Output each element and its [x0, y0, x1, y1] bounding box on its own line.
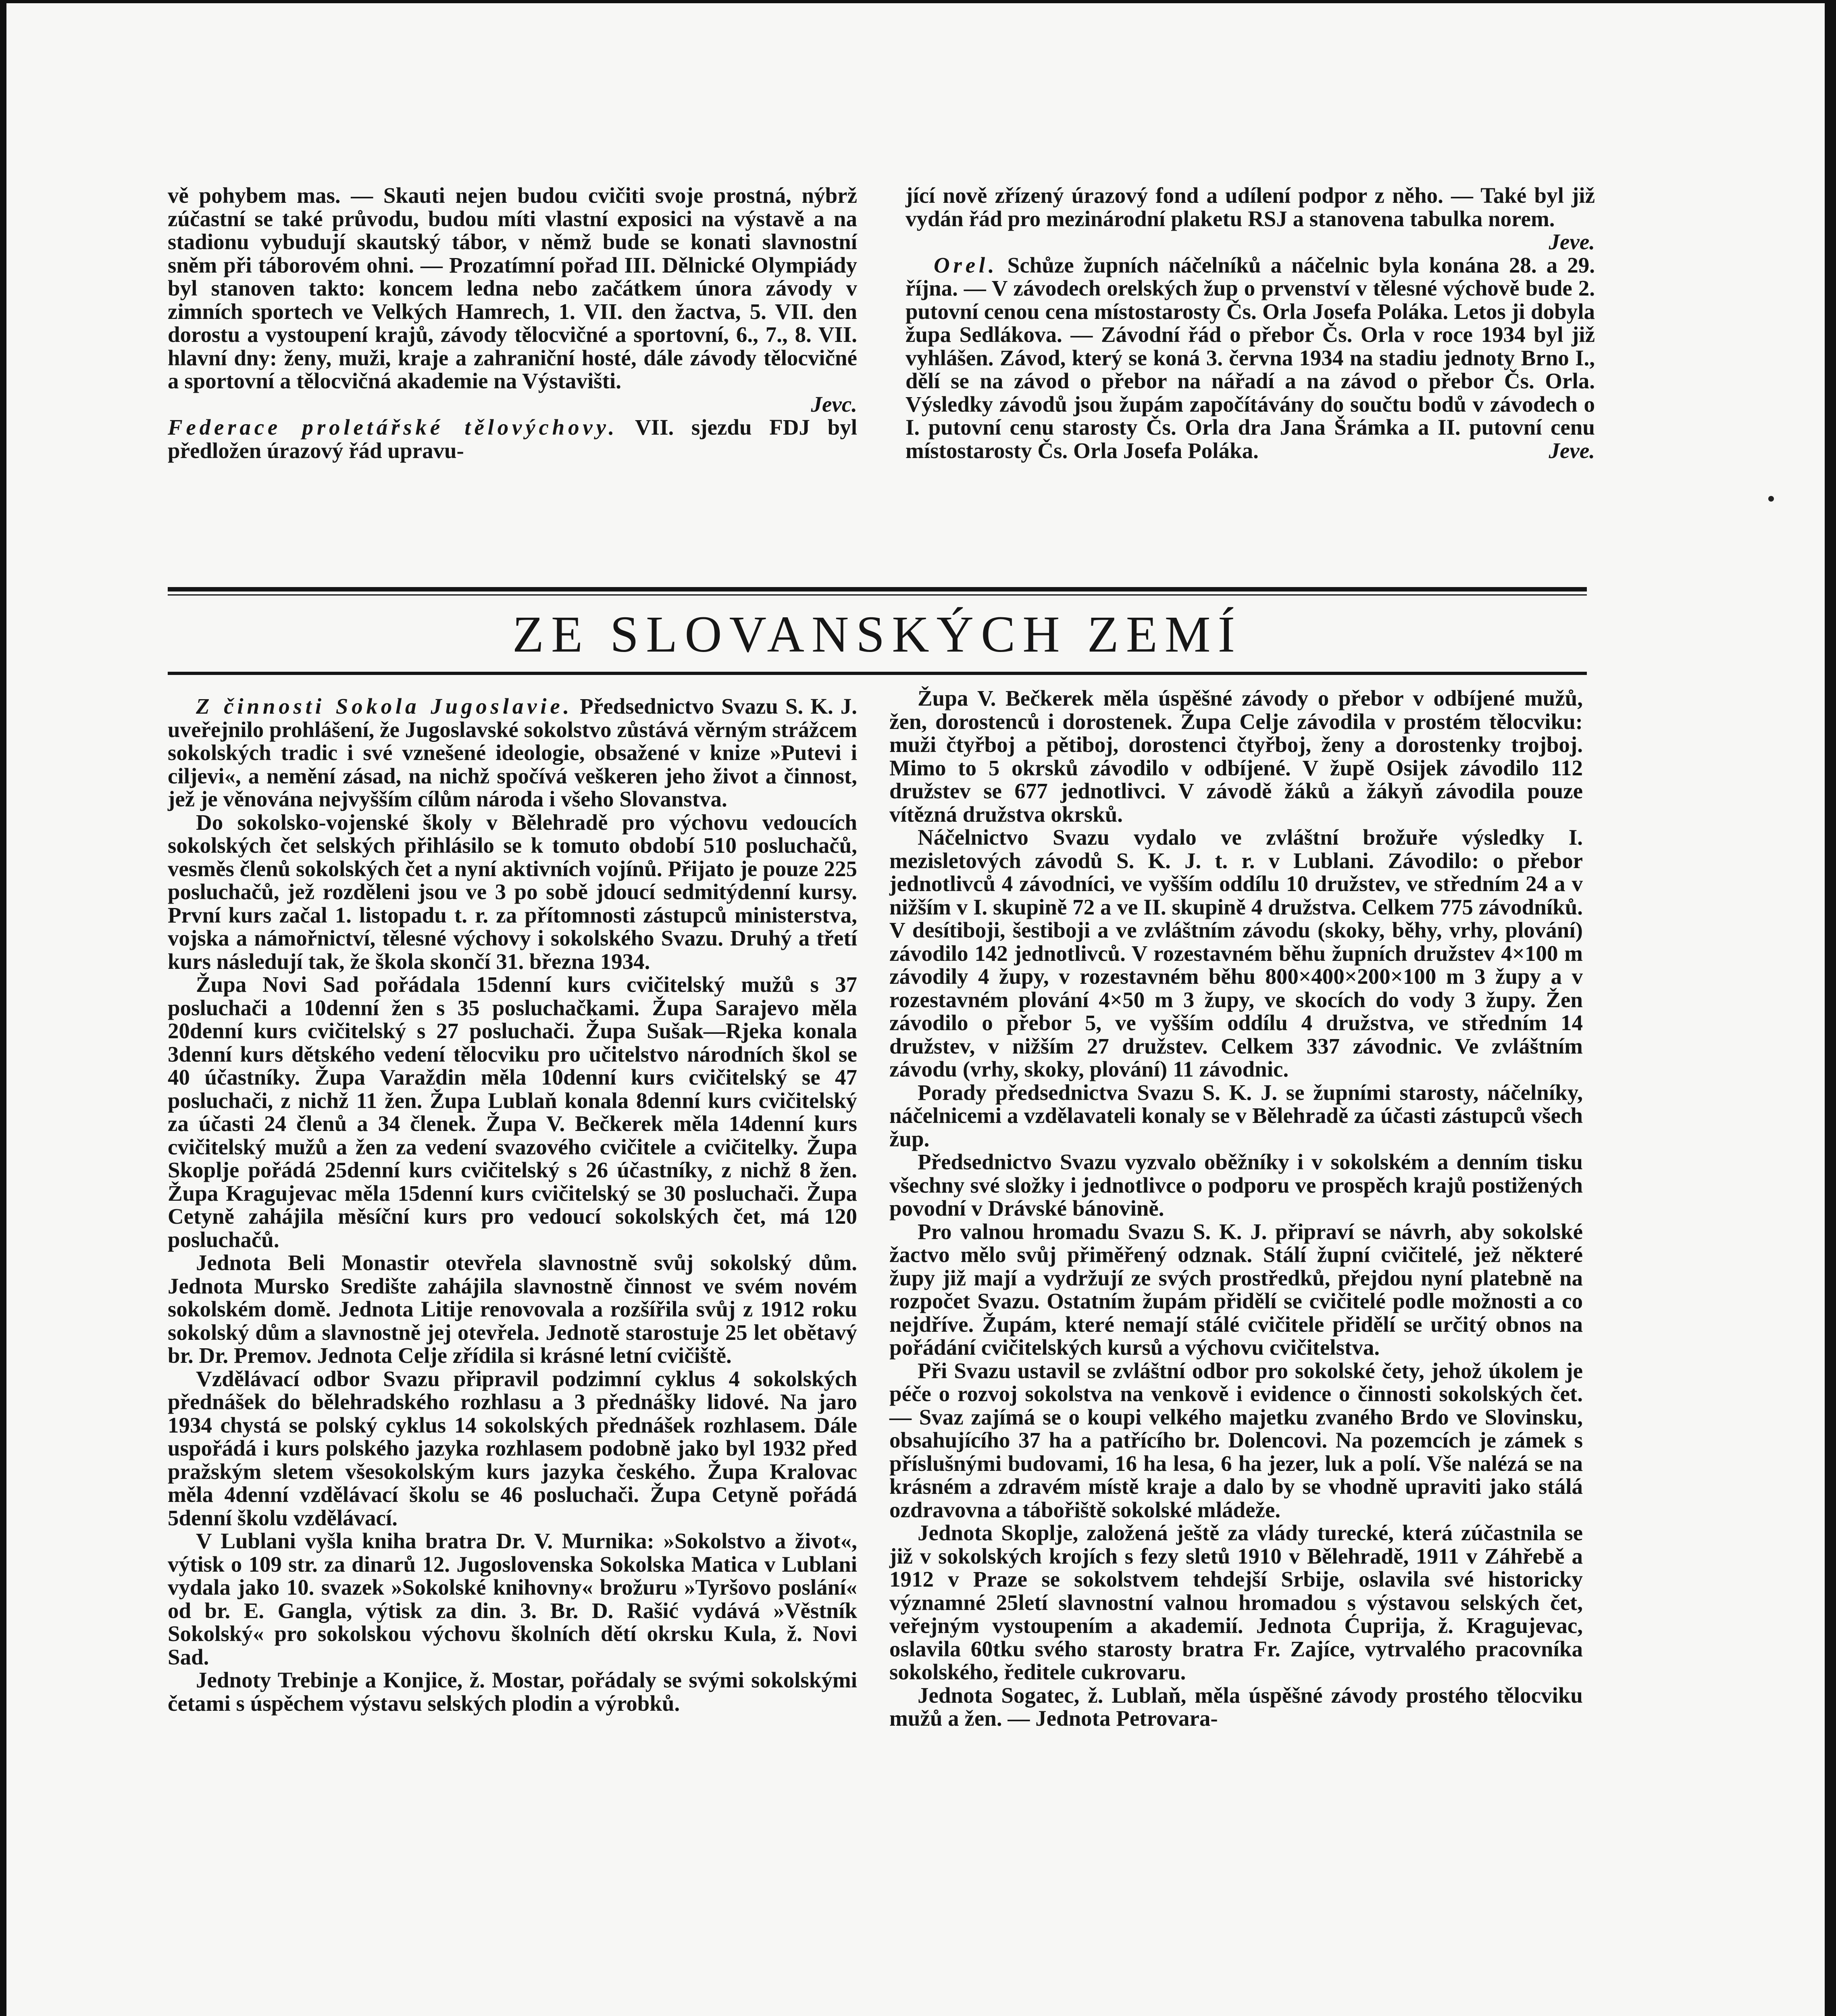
section-head: Federace proletářské tělovýchovy.	[168, 415, 618, 439]
section-head: Orel.	[934, 252, 998, 277]
paragraph	[168, 695, 857, 811]
signature: Jeve.	[1549, 438, 1595, 463]
paragraph: Do sokolsko-vojenské školy v Bělehradě pro výchovu vedoucích sokolských čet selských přihlásilo se k tomuto období 510 posluchačů, vesměs členů sokolských čet a nyní aktivních vojínů. Přijato je pouze 225 posluchačů, jež rozděleni jsou ve 3 po sobě jdoucí sedmitýdenní kursy. První kurs začal 1. listopadu t. r. za přítomnosti zástupců ministerstva, vojska a námořnictví, tělesné výchovy i sokolského Svazu. Druhý a třetí kurs následují tak, že škola skončí 31. března 1934.	[168, 810, 857, 974]
top-left-column	[168, 184, 857, 539]
section-text: Předsednictvo Svazu S. K. J. uveřejnilo prohlášení, že Jugoslavské sokolstvo zůstává věrným strážcem sokolských tradic i své vznešené ideologie, obsažené v knize »Putevi i ciljevi«, a nemění zásad, na nichž spočívá veškeren jeho život a činnost, jež je věnována nejvyšším cílům národa i všeho Slovanstva.	[168, 694, 858, 811]
paragraph: Jednota Beli Monastir otevřela slavnostně svůj sokolský dům. Jednota Mursko Središte zahájila slavnostně činnost ve svém novém sokolském domě. Jednota Litije renovovala a rozšířila svůj z 1912 roku sokolský dům a slavnostně jej otevřela. Jednotě starostuje 25 let obětavý br. Dr. Premov. Jednota Celje zřídila si krásné letní cvičiště.	[168, 1250, 857, 1368]
paragraph: Při Svazu ustavil se zvláštní odbor pro sokolské čety, jehož úkolem je péče o rozvoj sokolstva na venkově i evidence o činnosti sokolských čet. — Svaz zajímá se o koupi velkého majetku zvaného Brdo ve Slovinsku, obsahujícího 37 ha a patřícího br. Dolencovi. Na pozemcích je zámek s příslušnými budovami, 16 ha lesa, 6 ha jezer, luk a polí. Vše nalézá se na krásném a zdravém místě kraje a dalo by se vhodně upraviti jako stálá ozdravovna a tábořiště sokolské mládeže.	[889, 1358, 1583, 1522]
paragraph: Župa Novi Sad pořádala 15denní kurs cvičitelský mužů s 37 posluchači a 10denní žen s 35 posluchačkami. Župa Sarajevo měla 20denní kurs cvičitelský s 27 posluchači. Župa Sušak—Rjeka konala 3denní kurs dětského vedení tělocviku pro učitelstvo národních škol se 40 účastníky. Župa Varaždin měla 10denní kurs cvičitelský se 47 posluchači, z nichž 11 žen. Župa Lublaň konala 8denní kurs cvičitelský za účasti 24 členů a 34 členek. Župa V. Bečkerek měla 14denní kurs cvičitelský mužů a žen za vedení svazového cvičitele a cvičitelky. Župa Skoplje pořádá 25denní kurs cvičitelský s 26 účastníky, z nichž 8 žen. Župa Kragujevac měla 15denní kurs cvičitelský se 30 posluchači. Župa Cetyně zahájila měsíční kurs pro vedoucí sokolských čet, má 120 posluchačů.	[168, 972, 857, 1252]
paragraph: Pro valnou hromadu Svazu S. K. J. připraví se návrh, aby sokolské žactvo mělo svůj přiměřený odznak. Stálí župní cvičitelé, jež některé župy již mají a vydržují ze svých prostředků, přejdou nyní platebně na rozpočet Svazu. Ostatním župám přidělí se cvičitelé podle možnosti a co nejdříve. Župám, které nemají stálé cvičitele přidělí se určitý obnos na pořádání cvičitelských kursů a výchovu cvičitelstva.	[889, 1219, 1583, 1360]
paragraph: Jednota Sogatec, ž. Lublaň, měla úspěšné závody prostého tělocviku mužů a žen. — Jednota Petrovara-	[889, 1683, 1583, 1731]
heading-rule-top	[168, 587, 1587, 591]
signature: Jeve.	[1549, 229, 1595, 254]
section-text: Schůze župních náčelníků a náčelnic byla konána 28. a 29. října. — V závodech orelských žup o prvenství v tělesné výchově bude 2. putovní cenou cena místostarosty Čs. Orla Josefa Poláka. Letos ji dobyla župa Sedlákova. — Závodní řád o přebor Čs. Orla v roce 1934 byl již vyhlášen. Závod, který se koná 3. června 1934 na stadiu jednoty Brno I., dělí se na závod o přebor na nářadí a na závod o přebor Čs. Orla. Výsledky závodů jsou župám započítávány do součtu bodů v závodech o I. putovní cenu starosty Čs. Orla dra Jana Šrámka a II. putovní cenu místostarosty Čs. Orla Josefa Poláka.	[906, 252, 1595, 463]
bottom-right-column	[889, 687, 1583, 1730]
bottom-left-column	[168, 695, 857, 1715]
paragraph: Jednoty Trebinje a Konjice, ž. Mostar, pořádaly se svými sokolskými četami s úspěchem výstavu selských plodin a výrobků.	[168, 1668, 857, 1716]
paragraph: V Lublani vyšla kniha bratra Dr. V. Murnika: »Sokolstvo a život«, výtisk o 109 str. za dinarů 12. Jugoslovenska Sokolska Matica v Lublani vydala jako 10. svazek »Sokolské knihovny« brožuru »Tyršovo poslání« od br. E. Gangla, výtisk za din. 3. Br. D. Rašić vydává »Věstník Sokolský« pro sokolskou výchovu školních dětí okrsku Kula, ž. Novi Sad.	[168, 1529, 857, 1669]
paragraph: Jednota Skoplje, založená ještě za vlády turecké, která zúčastnila se již v sokolských krojích s fezy sletů 1910 v Bělehradě, 1911 v Záhřebě a 1912 v Praze se sokolstvem tehdejší Srbije, oslavila své historicky významné 25letí slavnostní valnou hromadou s výstavou selských čet, veřejným vystoupením a akademií. Jednota Ćuprija, ž. Kragujevac, oslavila 60tku svého starosty bratra Fr. Zajíce, vytrvalého pracovníka sokolského, ředitele cukrovaru.	[889, 1520, 1583, 1684]
section-heading: ZE SLOVANSKÝCH ZEMÍ	[512, 606, 1243, 663]
paragraph	[906, 254, 1595, 462]
paragraph-text: jící nově zřízený úrazový fond a udílení podpor z něho. — Také byl již vydán řád pro mezinárodní plaketu RSJ a stanovena tabulka norem.	[906, 183, 1595, 231]
top-right-column	[906, 184, 1595, 539]
section-head: Z činnosti Sokola Jugoslavie.	[196, 694, 573, 719]
page	[6, 3, 1825, 2016]
heading-rule-bottom	[168, 672, 1587, 675]
speck-mark	[1768, 496, 1774, 502]
paragraph: Župa V. Bečkerek měla úspěšné závody o přebor v odbíjené mužů, žen, dorostenců i dorostenek. Župa Celje závodila v prostém tělocviku: muži čtyřboj a pětiboj, dorostenci čtyřboj, ženy a dorostenky trojboj. Mimo to 5 okrsků závodilo v odbíjené. V župě Osijek závodilo 112 družstev se 677 jednotlivci. V závodě žáků a žákyň závodila pouze vítězná družstva okrsků.	[889, 686, 1583, 827]
paragraph: vě pohybem mas. — Skauti nejen budou cvičiti svoje prostná, nýbrž zúčastní se také průvodu, budou míti vlastní exposici na výstavě a na stadionu vybudují skautský tábor, v němž bude se konati slavnostní sněm při táborovém ohni. — Prozatímní pořad III. Dělnické Olympiády byl stanoven takto: koncem ledna nebo začátkem února závody v zimních sportech ve Velkých Hamrech, 1. VII. den žactva, 5. VII. den dorostu a vystoupení krajů, závody tělocvičné a sportovní, 6., 7., 8. VII. hlavní dny: ženy, muži, kraje a zahraniční hosté, dále závody tělocvičné a sportovní a tělocvičná akademie na Výstavišti.	[168, 183, 857, 393]
paragraph: Porady předsednictva Svazu S. K. J. se župními starosty, náčelníky, náčelnicemi a vzdělavateli konaly se v Bělehradě za účasti zástupců všech žup.	[889, 1080, 1583, 1151]
paragraph: Náčelnictvo Svazu vydalo ve zvláštní brožuře výsledky I. mezisletových závodů S. K. J. t. r. v Lublani. Závodilo: o přebor jednotlivců 4 závodníci, ve vyšším oddílu 10 družstev, ve středním 24 a v nižším v I. skupině 72 a ve II. skupině 4 družstva. Celkem 775 závodníků. V desítiboji, šestiboji a ve zvláštním závodu (skoky, běhy, vrhy, plování) závodilo 142 jednotlivců. V rozestavném běhu župních družstev 4×100 m závodily 4 župy, v rozestavném běhu 800×400×200×100 m 3 župy a v rozestavném plování 4×50 m 3 župy, ve skocích do vody 3 župy. Žen závodilo o přebor 5, ve vyšším oddílu 4 družstva, ve středním 14 družstev, v nižším 27 družstev. Celkem 337 závodnic. Ve zvláštním závodu (vrhy, skoky, plování) 11 závodnic.	[889, 825, 1583, 1081]
heading-rule-top-thin	[168, 594, 1587, 596]
signature: Jevc.	[811, 392, 857, 417]
paragraph	[168, 416, 857, 462]
paragraph: Vzdělávací odbor Svazu připravil podzimní cyklus 4 sokolských přednášek do bělehradského rozhlasu a 3 přednášky lidové. Na jaro 1934 chystá se polský cyklus 14 sokolských přednášek rozhlasem. Dále uspořádá i kurs polského jazyka rozhlasem podobně jako byl 1932 před pražským sletem všesokolským kurs jazyka českého. Župa Kralovac měla 4denní vzdělávací školu se 46 posluchači. Župa Cetyně pořádá 5denní školu vzdělávací.	[168, 1366, 857, 1530]
section-text: VII. sjezdu FDJ byl předložen úrazový řád upravu-	[168, 415, 858, 463]
paragraph	[906, 183, 1595, 254]
paragraph: Předsednictvo Svazu vyzvalo oběžníky i v sokolském a denním tisku všechny své složky i jednotlivce o podporu ve prospěch krajů postižených povodní v Drávské bánovině.	[889, 1150, 1583, 1220]
